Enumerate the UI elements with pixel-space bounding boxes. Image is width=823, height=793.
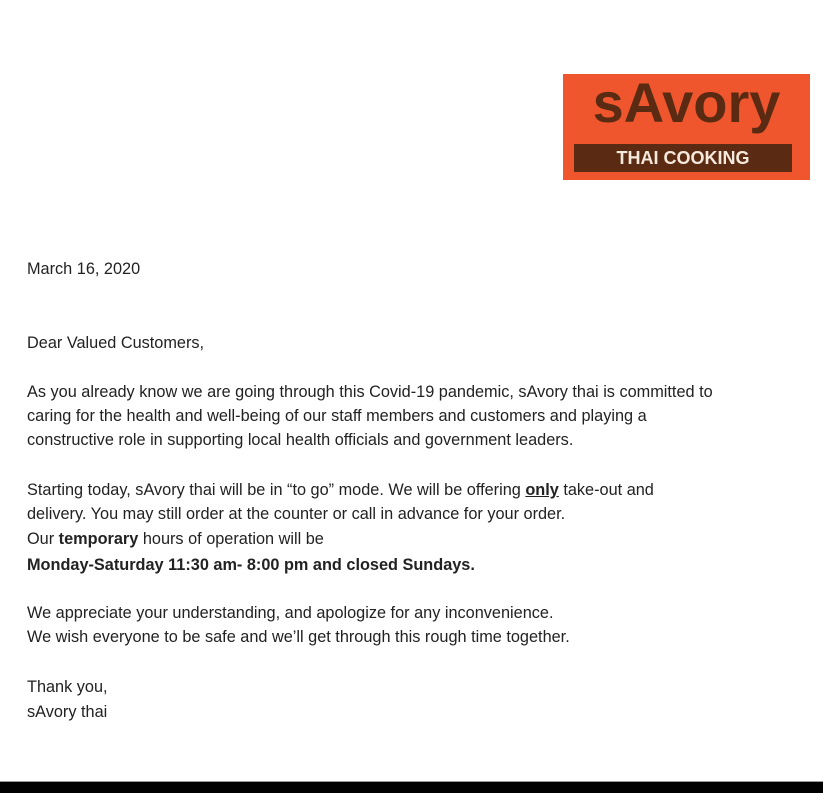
logo-tagline: THAI COOKING	[574, 144, 792, 172]
signature: sAvory thai	[27, 703, 108, 721]
para3-line: We wish everyone to be safe and we’ll get through this rough time together.	[27, 628, 570, 646]
hours-line: Monday-Saturday 11:30 am- 8:00 pm and closed Sundays.	[27, 556, 475, 574]
para2-line	[27, 480, 654, 500]
salutation: Dear Valued Customers,	[27, 334, 205, 352]
emphasis-only: only	[525, 481, 559, 499]
para2-line: delivery. You may still order at the counter or call in advance for your order.	[27, 505, 566, 523]
closing: Thank you,	[27, 678, 108, 696]
text: take-out and	[558, 481, 654, 499]
para3-line: We appreciate your understanding, and apologize for any inconvenience.	[27, 604, 554, 622]
savory-logo	[563, 71, 810, 180]
logo-wordmark: sAvory	[592, 71, 781, 134]
text: Our	[27, 530, 59, 548]
bottom-bar	[0, 781, 823, 793]
para2-line	[27, 529, 324, 549]
para1-line: constructive role in supporting local health officials and government leaders.	[27, 431, 574, 449]
text: hours of operation will be	[138, 530, 324, 548]
emphasis-temporary: temporary	[58, 530, 139, 548]
para1-line: As you already know we are going through this Covid-19 pandemic, sAvory thai is committed to	[27, 383, 713, 401]
text: Starting today, sAvory thai will be in “to go” mode. We will be offering	[27, 481, 526, 499]
letter-date: March 16, 2020	[27, 260, 141, 278]
para1-line: caring for the health and well-being of our staff members and customers and playing a	[27, 407, 647, 425]
